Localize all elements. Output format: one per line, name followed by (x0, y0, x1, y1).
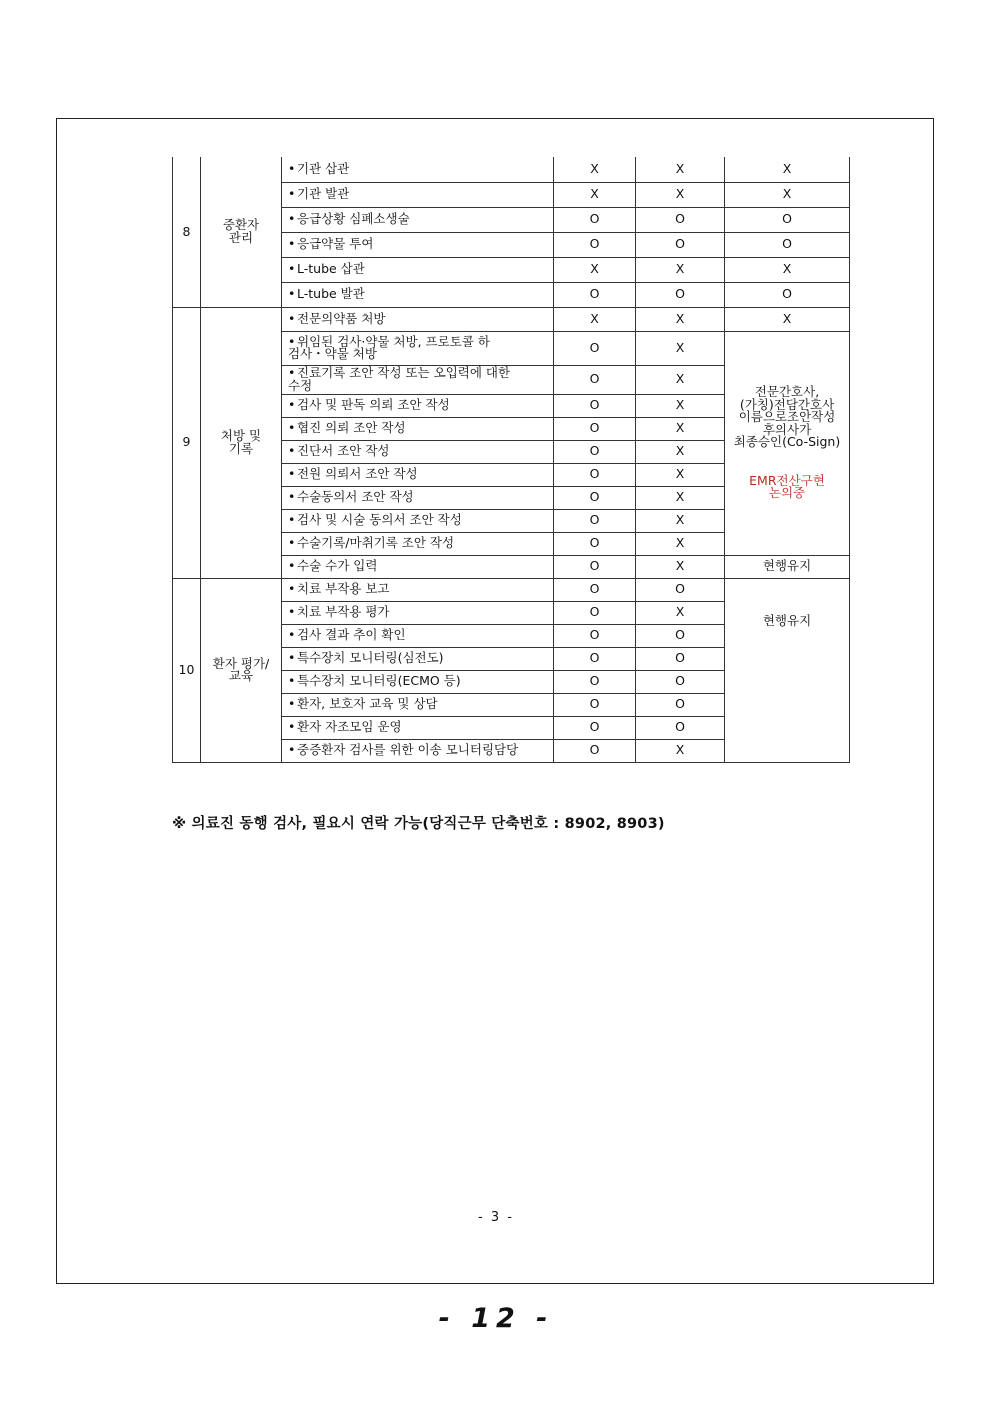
task-cell (282, 182, 554, 207)
task-cell (282, 282, 554, 307)
mark-col-2 (636, 207, 725, 232)
page-number: - 3 - (478, 1210, 514, 1225)
bullet-icon: • (288, 696, 296, 712)
merged-note-text: 전문간호사, (가칭)전담간호사 이름으로조안작성 후의사가 최종승인(Co-Sign) (733, 384, 841, 450)
mark-col-3 (725, 232, 850, 257)
section-number-text: 10 (178, 661, 195, 677)
task-cell (282, 232, 554, 257)
task-table (172, 157, 850, 763)
mark-col-1 (554, 647, 636, 670)
task-label: 검사 결과 추이 확인 (297, 627, 406, 643)
mark-col-2-text: X (675, 512, 685, 528)
mark-col-2-text: O (675, 673, 685, 689)
task-label: 특수장치 모니터링(심전도) (297, 650, 444, 666)
mark-col-1-text: O (589, 371, 600, 387)
section-category-text: 환자 평가/ 교육 (212, 655, 270, 683)
table-row (173, 157, 850, 182)
mark-col-1 (554, 182, 636, 207)
bullet-icon: • (288, 627, 296, 643)
mark-col-2 (636, 578, 725, 601)
mark-col-1-text: O (589, 650, 600, 666)
mark-col-3-text: O (782, 211, 792, 227)
task-label: L-tube 발관 (297, 286, 365, 302)
mark-col-1 (554, 282, 636, 307)
mark-col-2 (636, 307, 725, 331)
mark-col-1 (554, 207, 636, 232)
bullet-icon: • (288, 186, 296, 202)
mark-col-2-text: X (675, 397, 685, 413)
task-label: 수술동의서 조안 작성 (297, 489, 414, 505)
task-cell (282, 647, 554, 670)
mark-col-2-text: X (675, 535, 685, 551)
task-label: 환자 자조모임 운영 (297, 719, 402, 735)
mark-col-2-text: X (675, 604, 685, 620)
section-category (201, 578, 282, 762)
task-cell (282, 331, 554, 365)
mark-col-2-text: X (675, 261, 685, 277)
mark-col-3 (725, 555, 850, 578)
task-cell (282, 157, 554, 182)
bullet-icon: • (288, 286, 296, 302)
task-cell (282, 555, 554, 578)
task-label: 기관 삽관 (297, 161, 350, 176)
bullet-icon: • (288, 420, 296, 436)
mark-col-3 (725, 182, 850, 207)
mark-col-2 (636, 257, 725, 282)
task-cell (282, 486, 554, 509)
task-cell (282, 670, 554, 693)
merged-note (725, 331, 850, 555)
mark-col-1 (554, 716, 636, 739)
mark-col-1-text: O (589, 236, 600, 252)
section-number (173, 578, 201, 762)
mark-col-2 (636, 282, 725, 307)
mark-col-2-text: O (675, 650, 685, 666)
mark-col-2 (636, 532, 725, 555)
bullet-icon: • (288, 673, 296, 689)
table-row (173, 307, 850, 331)
mark-col-1-text: O (589, 604, 600, 620)
mark-col-2-text: O (675, 286, 685, 302)
mark-col-2-text: X (675, 558, 685, 574)
mark-col-2-text: X (675, 443, 685, 459)
mark-col-2-text: X (675, 489, 685, 505)
task-label: 특수장치 모니터링(ECMO 등) (297, 673, 461, 689)
document-page-number: - 12 - (438, 1303, 554, 1334)
bullet-icon: • (288, 236, 296, 252)
mark-col-1-text: O (589, 339, 600, 355)
bullet-icon: • (288, 535, 296, 551)
mark-col-2-text: X (675, 466, 685, 482)
mark-col-2-text: O (675, 719, 685, 735)
mark-col-2-text: O (675, 581, 685, 597)
merged-note-text: 현행유지 (762, 612, 812, 628)
mark-col-2-text: X (675, 161, 685, 176)
task-cell (282, 532, 554, 555)
bullet-icon: • (288, 558, 296, 574)
task-label: 진료기록 조안 작성 또는 오입력에 대한 수정 (288, 365, 511, 393)
mark-col-1-text: O (589, 211, 600, 227)
mark-col-1 (554, 624, 636, 647)
mark-col-2 (636, 232, 725, 257)
task-label: 응급약물 투여 (297, 236, 374, 252)
mark-col-2 (636, 440, 725, 463)
mark-col-1-text: O (589, 286, 600, 302)
mark-col-1 (554, 365, 636, 394)
bullet-icon: • (288, 365, 296, 380)
bullet-icon: • (288, 719, 296, 735)
bullet-icon: • (288, 489, 296, 505)
task-cell (282, 601, 554, 624)
task-label: 기관 발관 (297, 186, 350, 202)
mark-col-2 (636, 157, 725, 182)
section-number (173, 307, 201, 578)
mark-col-2 (636, 624, 725, 647)
mark-col-1-text: X (590, 310, 599, 326)
section-number (173, 157, 201, 307)
bullet-icon: • (288, 261, 296, 277)
mark-col-1-text: O (589, 558, 600, 574)
bullet-icon: • (288, 742, 296, 758)
mark-col-1 (554, 232, 636, 257)
task-cell (282, 578, 554, 601)
task-label: L-tube 삽관 (297, 261, 365, 277)
mark-col-2-text: O (675, 211, 685, 227)
mark-col-1-text: O (589, 696, 600, 712)
task-label: 수술기록/마취기록 조안 작성 (297, 535, 455, 551)
bullet-icon: • (288, 333, 296, 349)
mark-col-2 (636, 417, 725, 440)
mark-col-1 (554, 555, 636, 578)
bullet-icon: • (288, 397, 296, 413)
bullet-icon: • (288, 650, 296, 666)
task-label: 검사 및 시술 동의서 조안 작성 (297, 512, 462, 528)
mark-col-2 (636, 739, 725, 762)
mark-col-2 (636, 601, 725, 624)
mark-col-1 (554, 670, 636, 693)
section-category-text: 중환자 관리 (222, 217, 260, 245)
mark-col-2-text: X (675, 310, 685, 326)
task-label: 수술 수가 입력 (297, 558, 378, 574)
mark-col-1-text: O (589, 673, 600, 689)
mark-col-2-text: O (675, 236, 685, 252)
merged-note (725, 578, 850, 762)
mark-col-1 (554, 578, 636, 601)
task-cell (282, 207, 554, 232)
section-number-text: 8 (182, 223, 191, 239)
mark-col-3 (725, 257, 850, 282)
mark-col-3 (725, 307, 850, 331)
mark-col-3 (725, 207, 850, 232)
task-label: 전원 의뢰서 조안 작성 (297, 466, 418, 482)
mark-col-1 (554, 463, 636, 486)
task-cell (282, 693, 554, 716)
task-cell (282, 440, 554, 463)
table-row (173, 578, 850, 601)
mark-col-3-text: 현행유지 (762, 558, 812, 574)
mark-col-1 (554, 693, 636, 716)
mark-col-2-text: O (675, 696, 685, 712)
mark-col-1-text: O (589, 420, 600, 436)
merged-note-red: EMR전산구현 논의중 (749, 472, 825, 501)
mark-col-2-text: X (675, 420, 685, 436)
bullet-icon: • (288, 581, 296, 597)
mark-col-2 (636, 716, 725, 739)
bullet-icon: • (288, 211, 296, 227)
mark-col-1 (554, 257, 636, 282)
task-label: 치료 부작용 평가 (297, 604, 390, 620)
section-number-text: 9 (182, 434, 191, 450)
mark-col-2 (636, 647, 725, 670)
task-cell (282, 716, 554, 739)
mark-col-1-text: X (590, 186, 599, 202)
mark-col-1 (554, 739, 636, 762)
task-label: 환자, 보호자 교육 및 상담 (297, 696, 438, 712)
mark-col-1 (554, 307, 636, 331)
task-cell (282, 739, 554, 762)
mark-col-2 (636, 486, 725, 509)
section-category (201, 157, 282, 307)
task-cell (282, 624, 554, 647)
mark-col-2 (636, 693, 725, 716)
mark-col-1 (554, 394, 636, 417)
mark-col-2-text: X (675, 371, 685, 387)
mark-col-2-text: X (675, 742, 685, 758)
task-cell (282, 257, 554, 282)
mark-col-1-text: O (589, 719, 600, 735)
task-cell (282, 365, 554, 394)
task-cell (282, 463, 554, 486)
mark-col-2-text: X (675, 339, 685, 355)
mark-col-1-text: O (589, 581, 600, 597)
task-cell (282, 307, 554, 331)
task-label: 중증환자 검사를 위한 이송 모니터링담당 (297, 742, 519, 758)
mark-col-1 (554, 532, 636, 555)
section-category-text: 처방 및 기록 (220, 428, 262, 456)
mark-col-1 (554, 601, 636, 624)
mark-col-1 (554, 486, 636, 509)
mark-col-1 (554, 440, 636, 463)
task-label: 진단서 조안 작성 (297, 443, 390, 459)
bullet-icon: • (288, 310, 296, 326)
section-category (201, 307, 282, 578)
bullet-icon: • (288, 466, 296, 482)
mark-col-1-text: X (590, 261, 599, 277)
mark-col-1-text: X (590, 161, 599, 176)
mark-col-2-text: X (675, 186, 685, 202)
mark-col-2 (636, 509, 725, 532)
mark-col-1-text: O (589, 443, 600, 459)
bullet-icon: • (288, 512, 296, 528)
mark-col-2 (636, 463, 725, 486)
mark-col-2 (636, 555, 725, 578)
mark-col-3-text: X (782, 310, 792, 326)
mark-col-2-text: O (675, 627, 685, 643)
bullet-icon: • (288, 161, 296, 176)
mark-col-2 (636, 331, 725, 365)
mark-col-3 (725, 157, 850, 182)
mark-col-1-text: O (589, 397, 600, 413)
mark-col-1 (554, 417, 636, 440)
task-label: 위임된 검사·약물 처방, 프로토콜 하 검사・약물 처방 (288, 333, 490, 361)
mark-col-2 (636, 394, 725, 417)
mark-col-3-text: O (782, 286, 792, 302)
mark-col-3-text: X (782, 261, 792, 277)
bullet-icon: • (288, 604, 296, 620)
mark-col-3-text: X (782, 186, 792, 202)
task-cell (282, 394, 554, 417)
task-label: 응급상황 심폐소생술 (297, 211, 410, 227)
task-label: 검사 및 판독 의뢰 조안 작성 (297, 397, 450, 413)
task-label: 협진 의뢰 조안 작성 (297, 420, 406, 436)
mark-col-1 (554, 509, 636, 532)
task-cell (282, 417, 554, 440)
task-cell (282, 509, 554, 532)
mark-col-3 (725, 282, 850, 307)
mark-col-1 (554, 157, 636, 182)
mark-col-1-text: O (589, 512, 600, 528)
task-label: 치료 부작용 보고 (297, 581, 390, 597)
mark-col-1 (554, 331, 636, 365)
mark-col-3-text: O (782, 236, 792, 252)
mark-col-2 (636, 670, 725, 693)
mark-col-1-text: O (589, 535, 600, 551)
mark-col-1-text: O (589, 627, 600, 643)
mark-col-3-text: X (782, 161, 792, 176)
task-label: 전문의약품 처방 (297, 310, 386, 326)
mark-col-1-text: O (589, 466, 600, 482)
mark-col-2 (636, 365, 725, 394)
mark-col-1-text: O (589, 742, 600, 758)
footnote: ※ 의료진 동행 검사, 필요시 연락 가능(당직근무 단축번호 : 8902, 8903) (172, 816, 665, 832)
bullet-icon: • (288, 443, 296, 459)
mark-col-2 (636, 182, 725, 207)
mark-col-1-text: O (589, 489, 600, 505)
